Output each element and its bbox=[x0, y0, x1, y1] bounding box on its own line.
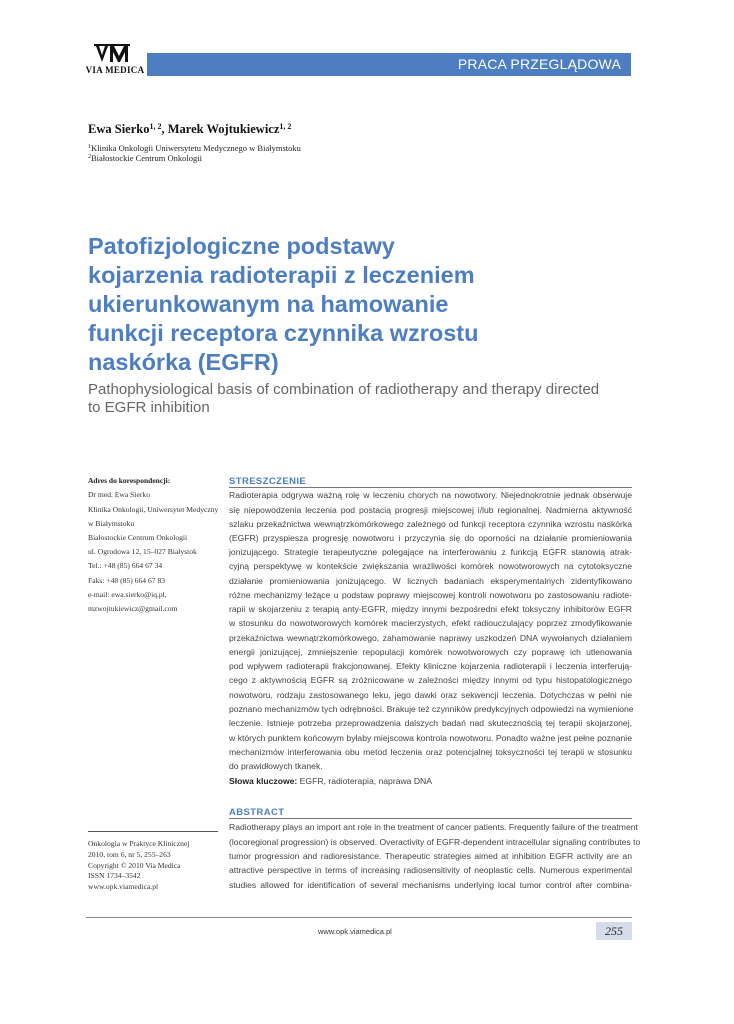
correspondence-line: Faks: +48 (85) 664 67 83 bbox=[88, 576, 166, 585]
footer-divider bbox=[86, 917, 632, 918]
keywords-text: EGFR, radioterapia, naprawa DNA bbox=[297, 776, 432, 786]
streszczenie-line: cego z aktywnością EGFR są zróżnicowane w zależności między innymi od typu histopatologicznego bbox=[229, 675, 632, 685]
abstract-heading: ABSTRACT bbox=[229, 807, 285, 818]
streszczenie-line: się niepowodzenia leczenia pod postacią progresji miejscowej i/lub regionalnej. Nadmierna aktywność bbox=[229, 505, 632, 515]
streszczenie-line: mechanizmów interferowania obu metod leczenia oraz potencjalnej toksyczności tej terapii w stosunku bbox=[229, 747, 632, 757]
affiliation-number: 2 bbox=[88, 154, 91, 160]
title-line: kojarzenia radioterapii z leczeniem bbox=[88, 262, 475, 288]
abstract-line: (locoregional progression) is observed. Overactivity of EGFR-dependent intracellular signaling contributes to bbox=[229, 837, 641, 847]
streszczenie-line: Radioterapia odgrywa ważną rolę w leczeniu chorych na nowotwory. Niejednokrotnie jednak obserwuje bbox=[229, 490, 632, 500]
correspondence-line: Tel.: +48 (85) 664 67 34 bbox=[88, 561, 163, 570]
affiliation bbox=[88, 143, 301, 153]
email-link[interactable]: e-mail: ewa.sierko@iq.pl, bbox=[88, 590, 167, 599]
title-line: Patofizjologiczne podstawy bbox=[88, 233, 395, 259]
journal-info-line: ISSN 1734–3542 bbox=[88, 871, 141, 880]
affiliation-text: Białostockie Centrum Onkologii bbox=[91, 153, 202, 163]
streszczenie-line: do prawidłowych tkanek. bbox=[229, 761, 323, 771]
via-medica-logo bbox=[84, 44, 146, 80]
journal-info-line: 2010, tom 6, nr 5, 255–263 bbox=[88, 850, 171, 859]
correspondence-line: Białostockie Centrum Onkologii bbox=[88, 533, 188, 542]
streszczenie-line: poznano mechanizmów tych odrębności. Brakuje też czynników predykcyjnych odpowiedzi na wymienione bbox=[229, 704, 634, 714]
correspondence-line: ul. Ogrodowa 12, 15–027 Białystok bbox=[88, 547, 197, 556]
streszczenie-line: szlaku przekaźnictwa wewnątrzkomórkowego zależnego od funkcji receptora czynnika wzrostu naskórka bbox=[229, 519, 632, 529]
author-affiliation-sup: 1, 2 bbox=[149, 122, 162, 131]
author-affiliation-sup: 1, 2 bbox=[279, 122, 292, 131]
article-title bbox=[88, 232, 648, 377]
english-title bbox=[88, 381, 648, 417]
streszczenie-line: jonizującego. Strategie terapeutyczne polegające na interferowaniu z funkcją EGFR stanowią atrak- bbox=[229, 547, 632, 557]
vm-logo-icon bbox=[92, 44, 138, 64]
section-label: PRACA PRZEGLĄDOWA bbox=[457, 56, 621, 72]
abstract-line: tumor progression and radioresistance. Therapeutic strategies aimed at inhibition EGFR activity are an bbox=[229, 851, 632, 861]
streszczenie-line: w stosunku do nowotworowych komórek macierzystych, efekt radiouczulający poprzez zmodyfikowanie bbox=[229, 618, 632, 628]
affiliation bbox=[88, 153, 202, 163]
streszczenie-line: różne mechanizmy leżące u podstaw poprawy miejscowej kontroli nowotworu po zastosowaniu radiote- bbox=[229, 590, 632, 600]
abstract-line: studies allowed for identification of several mechanisms underlying local tumor control after combina- bbox=[229, 880, 632, 890]
section-divider bbox=[229, 487, 632, 488]
title-line: ukierunkowanym na hamowanie bbox=[88, 291, 449, 317]
correspondence-heading: Adres do korespondencji: bbox=[88, 476, 171, 485]
abstract-line: Radiotherapy plays an import ant role in the treatment of cancer patients. Frequently failure of the treatment bbox=[229, 822, 638, 832]
streszczenie-line: nowotworu, rodzaju zastosowanego leku, jego dawki oraz sekwencji leczenia. Dotychczas w pełni nie bbox=[229, 690, 632, 700]
journal-info-line: Copyright © 2010 Via Medica bbox=[88, 861, 181, 870]
title-line: naskórka (EGFR) bbox=[88, 349, 279, 375]
streszczenie-line: działanie promieniowania jonizującego. W licznych badaniach eksperymentalnych zidentyfikowano bbox=[229, 576, 632, 586]
section-divider bbox=[229, 818, 632, 819]
streszczenie-line: energii jonizującej, zmniejszenie repopulacji komórek nowotworowych czy poprawę ich utlenowania bbox=[229, 647, 632, 657]
keywords-label: Słowa kluczowe: bbox=[229, 776, 298, 786]
author-separator: , bbox=[161, 122, 168, 136]
correspondence-line: Klinika Onkologii, Uniwersytet Medyczny bbox=[88, 505, 219, 514]
subtitle-line: Pathophysiological basis of combination of radiotherapy and therapy directed bbox=[88, 381, 600, 398]
footer-url-link[interactable]: www.opk.viamedica.pl bbox=[318, 927, 392, 936]
streszczenie-line: rapii w skojarzeniu z terapią anty-EGFR, między innymi bezpośredni efekt toksyczny inhibitorów EGFR bbox=[229, 604, 632, 614]
streszczenie-line: w których punktem końcowym byłaby miejscowa kontrola nowotworu. Ponadto ważne jest pełne poznanie bbox=[229, 733, 632, 743]
streszczenie-line: przekaźnictwa wewnątrzkomórkowego, zahamowanie naprawy uszkodzeń DNA wywołanych działaniem bbox=[229, 633, 632, 643]
author-name: Ewa Sierko bbox=[88, 122, 150, 136]
journal-url-link[interactable]: www.opk.viamedica.pl bbox=[88, 882, 159, 891]
section-header-bar bbox=[147, 53, 631, 76]
correspondence-line: Dr med. Ewa Sierko bbox=[88, 490, 150, 499]
title-line: funkcji receptora czynnika wzrostu bbox=[88, 320, 479, 346]
abstract-line: attractive perspective in terms of increasing radiosensitivity of neoplastic cells. Numerous experimental bbox=[229, 865, 632, 875]
subtitle-line: to EGFR inhibition bbox=[88, 399, 210, 416]
affiliation-text: Klinika Onkologii Uniwersytetu Medycznego w Białymstoku bbox=[91, 143, 301, 153]
email-link[interactable]: mzwojtukiewicz@gmail.com bbox=[88, 604, 178, 613]
streszczenie-line: (EGFR) przyspiesza progresję nowotworu i przyczynia się do oporności na działanie promieniowania bbox=[229, 533, 632, 543]
journal-info-line: Onkologia w Praktyce Klinicznej bbox=[88, 839, 190, 848]
streszczenie-line: pod wpływem radioterapii frakcjonowanej. Efekty kliniczne kojarzenia radioterapii i leczenia interferują- bbox=[229, 661, 632, 671]
keywords bbox=[229, 776, 632, 786]
author-name: Marek Wojtukiewicz bbox=[167, 122, 280, 136]
streszczenie-line: cyjną perspektywę w kontekście zwiększania wrażliwości komórek nowotworowych na cytotoksyczne bbox=[229, 561, 632, 571]
correspondence-line: w Białymstoku bbox=[88, 519, 135, 528]
journal-divider bbox=[88, 831, 218, 832]
streszczenie-heading: STRESZCZENIE bbox=[229, 476, 307, 487]
streszczenie-line: leczenie. Istnieje potrzeba przeprowadzenia dalszych badań nad skutecznością tej terapii skojarzonej, bbox=[229, 718, 632, 728]
page-number: 255 bbox=[596, 922, 632, 940]
affiliation-number: 1 bbox=[88, 144, 91, 150]
logo-text: VIA MEDICA bbox=[85, 65, 145, 75]
authors bbox=[88, 122, 291, 137]
